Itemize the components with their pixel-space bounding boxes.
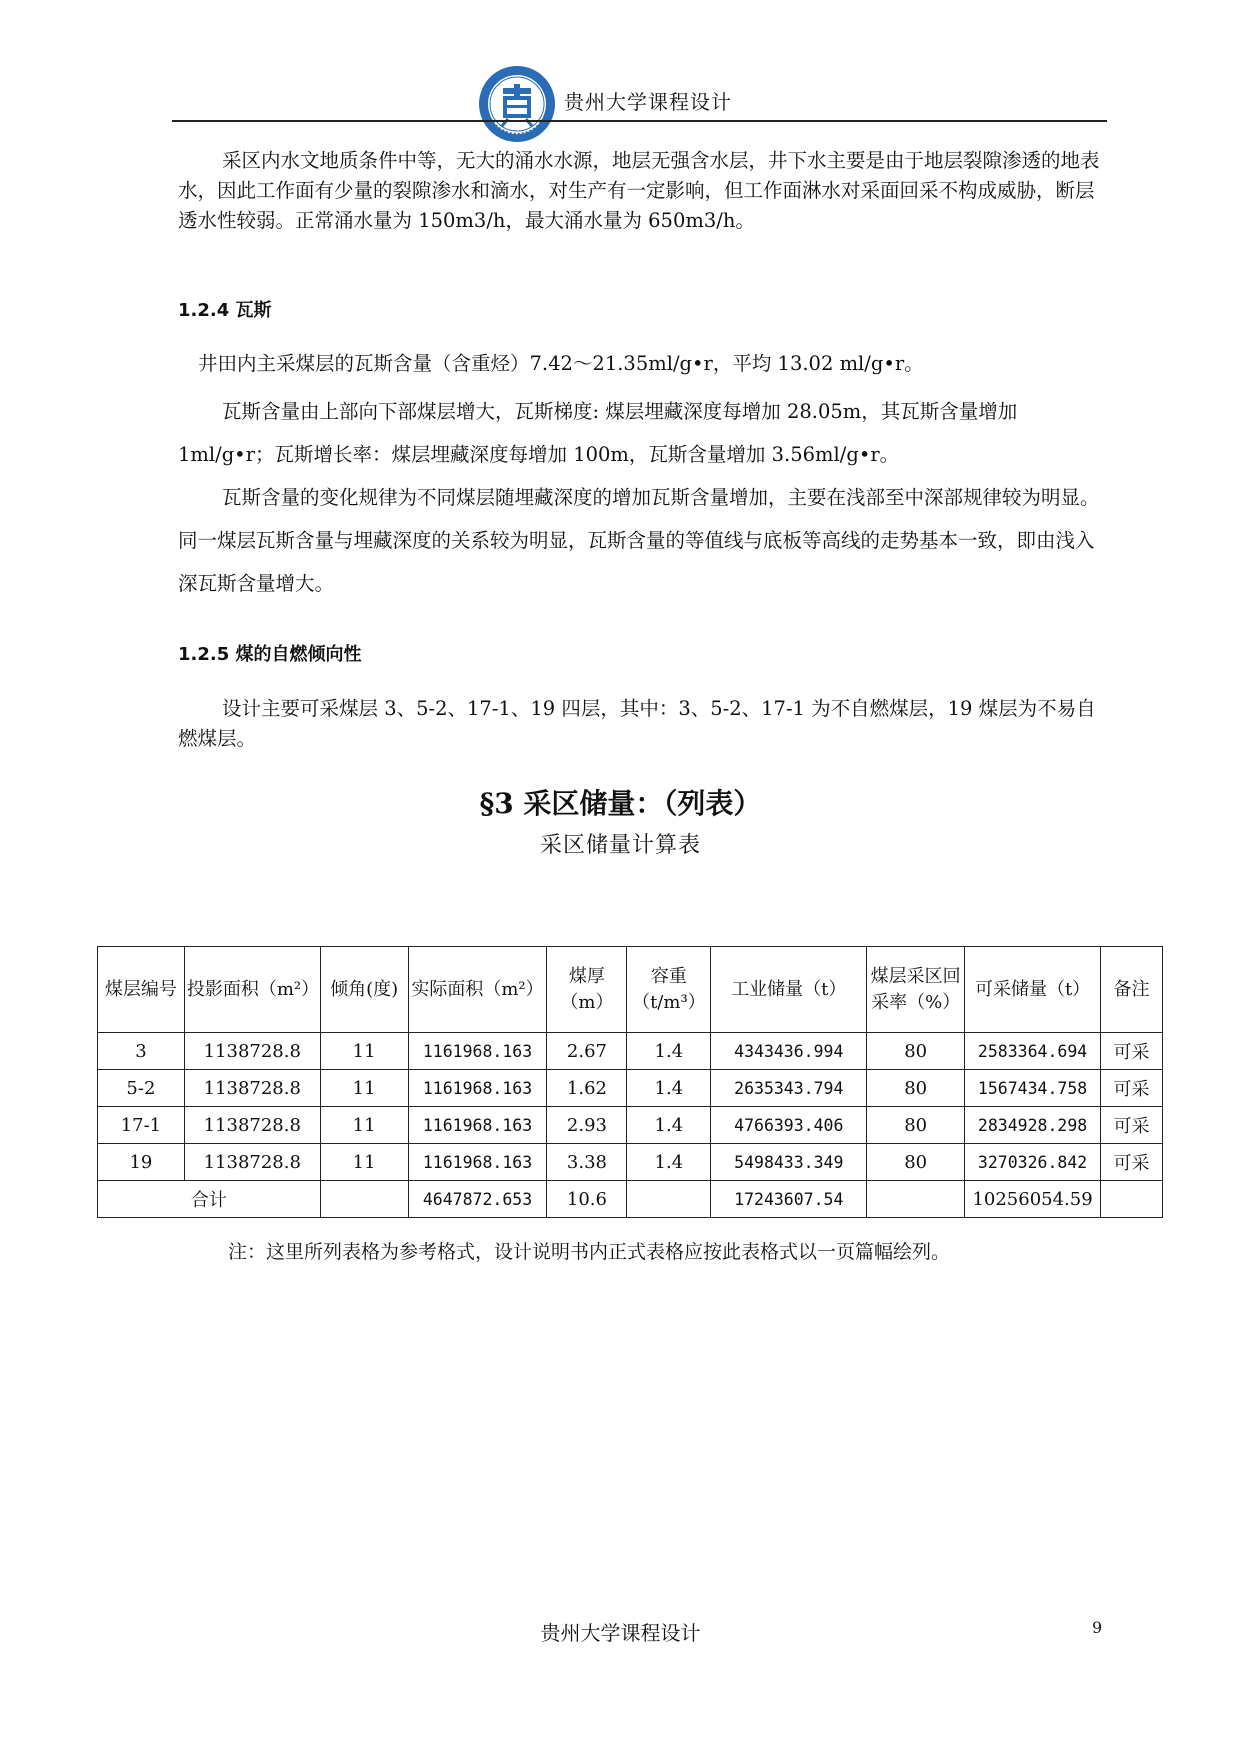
header-industrial: 工业储量（t） [711, 947, 867, 1033]
hydrogeology-paragraph: 采区内水文地质条件中等，无大的涌水水源，地层无强含水层，井下水主要是由于地层裂隙渗透的地表水，因此工作面有少量的裂隙渗水和滴水，对生产有一定影响，但工作面淋水对采面回采不构成威胁，断层透水性较弱。正常涌水量为 150m3/h，最大涌水量为 650m3/h。 [178, 149, 1100, 232]
header-dip: 倾角(度) [320, 947, 408, 1033]
cell-density: 1.4 [627, 1107, 711, 1144]
cell-proj-area: 1138728.8 [184, 1107, 320, 1144]
table-row [98, 1107, 1163, 1144]
header-actual-area: 实际面积（m²） [408, 947, 547, 1033]
cell-mineable: 3270326.842 [965, 1144, 1101, 1181]
page-number: 9 [1092, 1618, 1103, 1637]
cell-actual-area: 1161968.163 [408, 1144, 547, 1181]
gas-paragraph-2: 瓦斯含量由上部向下部煤层增大，瓦斯梯度: 煤层埋藏深度每增加 28.05m，其瓦斯含量增加 1ml/g•r；瓦斯增长率：煤层埋藏深度每增加 100m，瓦斯含量增加 3.56ml/g•r。 [178, 400, 1018, 466]
header-remark: 备注 [1101, 947, 1163, 1033]
cell-actual-area: 1161968.163 [408, 1033, 547, 1070]
cell-remark: 可采 [1101, 1107, 1163, 1144]
cell-actual-area: 1161968.163 [408, 1107, 547, 1144]
cell-remark: 可采 [1101, 1070, 1163, 1107]
section-title: §3 采区储量：（列表） [479, 787, 762, 820]
cell-density: 1.4 [627, 1144, 711, 1181]
footer-title: 贵州大学课程设计 [540, 1621, 701, 1645]
cell-density: 1.4 [627, 1070, 711, 1107]
cell-recovery: 80 [867, 1070, 965, 1107]
cell-empty [1101, 1181, 1163, 1218]
table-total-row [98, 1181, 1163, 1218]
cell-proj-area: 1138728.8 [184, 1033, 320, 1070]
table-row [98, 1070, 1163, 1107]
header-thickness: 煤厚（m） [547, 947, 627, 1033]
cell-dip: 11 [320, 1033, 408, 1070]
cell-dip: 11 [320, 1107, 408, 1144]
cell-industrial: 4343436.994 [711, 1033, 867, 1070]
cell-total-label: 合计 [98, 1181, 321, 1218]
page-header [172, 70, 1107, 122]
header-rule [172, 120, 1107, 122]
cell-mineable: 2834928.298 [965, 1107, 1101, 1144]
cell-mineable: 2583364.694 [965, 1033, 1101, 1070]
cell-recovery: 80 [867, 1107, 965, 1144]
university-seal-icon [477, 64, 557, 144]
gas-heading: 1.2.4 瓦斯 [178, 300, 272, 321]
cell-seam: 3 [98, 1033, 185, 1070]
cell-recovery: 80 [867, 1144, 965, 1181]
reserve-table [97, 946, 1163, 1218]
cell-thickness: 2.67 [547, 1033, 627, 1070]
header-mineable: 可采储量（t） [965, 947, 1101, 1033]
cell-empty [320, 1181, 408, 1218]
cell-seam: 17-1 [98, 1107, 185, 1144]
combustion-paragraph: 设计主要可采煤层 3、5-2、17-1、19 四层，其中：3、5-2、17-1 为不自燃煤层，19 煤层为不易自燃煤层。 [178, 697, 1096, 750]
header-seam: 煤层编号 [98, 947, 185, 1033]
cell-thickness: 2.93 [547, 1107, 627, 1144]
cell-dip: 11 [320, 1144, 408, 1181]
cell-dip: 11 [320, 1070, 408, 1107]
table-header-row [98, 947, 1163, 1033]
cell-recovery: 80 [867, 1033, 965, 1070]
cell-mineable: 1567434.758 [965, 1070, 1101, 1107]
table-row [98, 1144, 1163, 1181]
gas-paragraph-1: 井田内主采煤层的瓦斯含量（含重烃）7.42～21.35ml/g•r，平均 13.02 ml/g•r。 [198, 352, 924, 375]
cell-total-actual-area: 4647872.653 [408, 1181, 547, 1218]
cell-total-industrial: 17243607.54 [711, 1181, 867, 1218]
cell-remark: 可采 [1101, 1033, 1163, 1070]
cell-total-thickness: 10.6 [547, 1181, 627, 1218]
cell-empty [627, 1181, 711, 1218]
cell-seam: 5-2 [98, 1070, 185, 1107]
table-note: 注：这里所列表格为参考格式，设计说明书内正式表格应按此表格式以一页篇幅绘列。 [228, 1241, 951, 1263]
header-proj-area: 投影面积（m²） [184, 947, 320, 1033]
cell-density: 1.4 [627, 1033, 711, 1070]
cell-total-mineable: 10256054.59 [965, 1181, 1101, 1218]
table-caption: 采区储量计算表 [539, 833, 701, 858]
cell-thickness: 1.62 [547, 1070, 627, 1107]
header-title: 贵州大学课程设计 [564, 90, 732, 114]
cell-seam: 19 [98, 1144, 185, 1181]
gas-paragraph-3: 瓦斯含量的变化规律为不同煤层随埋藏深度的增加瓦斯含量增加，主要在浅部至中深部规律较为明显。同一煤层瓦斯含量与埋藏深度的关系较为明显，瓦斯含量的等值线与底板等高线的走势基本一致，即由浅入深瓦斯含量增大。 [178, 486, 1100, 595]
cell-industrial: 4766393.406 [711, 1107, 867, 1144]
header-recovery: 煤层采区回采率（%） [867, 947, 965, 1033]
combustion-heading: 1.2.5 煤的自燃倾向性 [178, 644, 362, 665]
cell-thickness: 3.38 [547, 1144, 627, 1181]
cell-proj-area: 1138728.8 [184, 1070, 320, 1107]
cell-industrial: 5498433.349 [711, 1144, 867, 1181]
header-density: 容重（t/m³） [627, 947, 711, 1033]
cell-actual-area: 1161968.163 [408, 1070, 547, 1107]
cell-proj-area: 1138728.8 [184, 1144, 320, 1181]
cell-industrial: 2635343.794 [711, 1070, 867, 1107]
table-row [98, 1033, 1163, 1070]
cell-remark: 可采 [1101, 1144, 1163, 1181]
cell-empty [867, 1181, 965, 1218]
